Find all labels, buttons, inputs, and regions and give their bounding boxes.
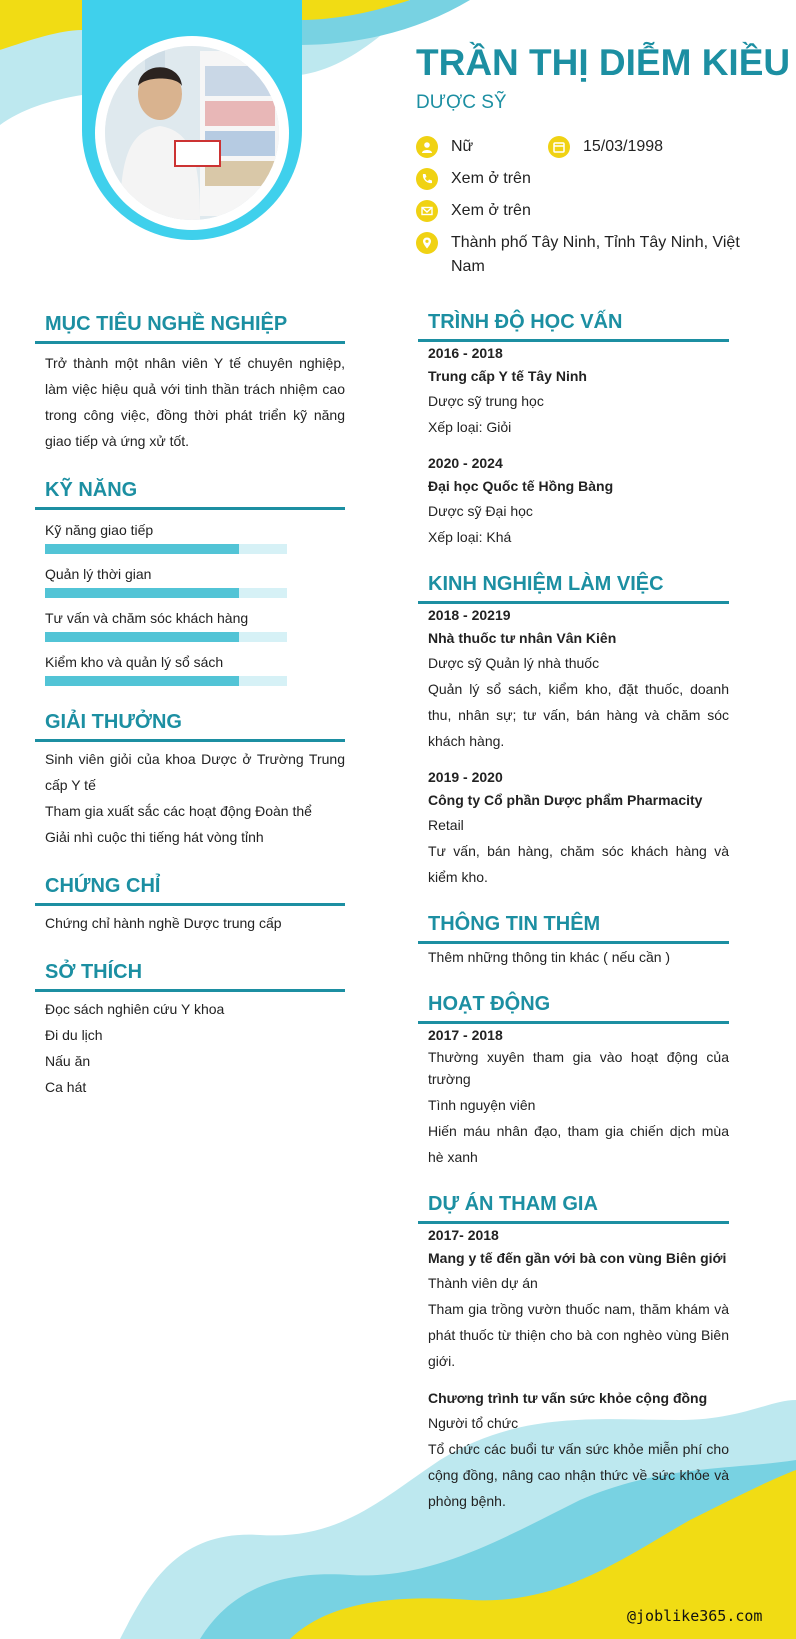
gender-row: [416, 135, 473, 159]
education-title: TRÌNH ĐỘ HỌC VẤN: [418, 308, 729, 342]
skill-bar: [45, 544, 287, 554]
certificates-section: [35, 872, 345, 936]
skill-item: [45, 562, 345, 598]
calendar-icon: [548, 136, 570, 158]
experience-date: 2019 - 2020: [428, 769, 503, 785]
skills-title: KỸ NĂNG: [35, 476, 345, 510]
phone-row: [416, 167, 531, 191]
gender-value: Nữ: [451, 138, 474, 155]
skill-bar-fill: [45, 632, 239, 642]
experience-title: KINH NGHIỆM LÀM VIỆC: [418, 570, 729, 604]
watermark: @joblike365.com: [627, 1607, 763, 1625]
user-icon: [416, 136, 438, 158]
email-icon: [416, 200, 438, 222]
project-desc: Tổ chức các buổi tư vấn sức khỏe miễn phí cho cộng đồng, nâng cao nhận thức về sức khỏe và phòng bệnh.: [428, 1441, 729, 1509]
education-grade: Xếp loại: Giỏi: [428, 419, 512, 435]
experience-date: 2018 - 20219: [428, 607, 511, 623]
projects-list: [418, 1224, 729, 1514]
skill-bar: [45, 676, 287, 686]
skills-list: [35, 518, 345, 686]
experience-company: Nhà thuốc tư nhân Vân Kiên: [428, 630, 617, 646]
award-item: Sinh viên giỏi của khoa Dược ở Trường Trung cấp Y tế: [45, 751, 345, 793]
project-name: Chương trình tư vấn sức khỏe cộng đồng: [428, 1390, 708, 1406]
activities-section: [418, 990, 729, 1170]
education-date: 2020 - 2024: [428, 455, 503, 471]
award-item: Tham gia xuất sắc các hoạt động Đoàn thể: [45, 803, 312, 819]
hobby-item: Đi du lịch: [45, 1027, 103, 1043]
skills-section: [35, 476, 345, 686]
phone-value: Xem ở trên: [451, 170, 531, 187]
experience-desc: Tư vấn, bán hàng, chăm sóc khách hàng và kiểm kho.: [428, 843, 729, 885]
experience-entry: [428, 766, 729, 890]
project-name: Mang y tế đến gần với bà con vùng Biên giới: [428, 1250, 727, 1266]
project-entry: [428, 1386, 729, 1514]
awards-list: [35, 746, 345, 850]
education-entry: [428, 342, 729, 440]
skill-label: Kiểm kho và quản lý sổ sách: [45, 654, 224, 670]
additional-section: [418, 910, 729, 970]
activity-item: Tình nguyện viên: [428, 1097, 536, 1113]
education-section: [418, 308, 729, 550]
awards-title: GIẢI THƯỞNG: [35, 708, 345, 742]
activities-list: [418, 1024, 729, 1170]
experience-list: [418, 604, 729, 890]
hobby-item: Đọc sách nghiên cứu Y khoa: [45, 1001, 225, 1017]
project-date: 2017- 2018: [428, 1227, 499, 1243]
education-date: 2016 - 2018: [428, 345, 503, 361]
projects-section: [418, 1190, 729, 1514]
education-school: Trung cấp Y tế Tây Ninh: [428, 368, 587, 384]
hobbies-section: [35, 958, 345, 1100]
address-value: [451, 231, 740, 279]
email-value: Xem ở trên: [451, 202, 531, 219]
activity-item: Hiến máu nhân đạo, tham gia chiến dịch mùa hè xanh: [428, 1123, 729, 1165]
awards-section: [35, 708, 345, 850]
skill-item: [45, 650, 345, 686]
objective-text: Trở thành một nhân viên Y tế chuyên nghiệp, làm việc hiệu quả với tinh thần trách nhiệm cao trong công việc, đồng thời phát triển kỹ năng giao tiếp và ứng xử tốt.: [45, 355, 345, 449]
skill-bar-fill: [45, 588, 239, 598]
candidate-name: TRẦN THỊ DIỄM KIỀU: [416, 42, 791, 83]
award-item: Giải nhì cuộc thi tiếng hát vòng tỉnh: [45, 829, 264, 845]
project-desc: Tham gia trồng vườn thuốc nam, thăm khám và phát thuốc từ thiện cho bà con nghèo vùng Biên giới.: [428, 1301, 729, 1369]
birthday-value: 15/03/1998: [583, 138, 664, 155]
hobbies-title: SỞ THÍCH: [35, 958, 345, 992]
education-grade: Xếp loại: Khá: [428, 529, 512, 545]
education-major: Dược sỹ trung học: [428, 393, 544, 409]
hobbies-list: [35, 996, 345, 1100]
objective-section: [35, 310, 345, 454]
experience-role: Retail: [428, 817, 464, 833]
right-column: [418, 308, 729, 1514]
activity-item: Thường xuyên tham gia vào hoạt động của trường: [428, 1049, 729, 1087]
skill-label: Tư vấn và chăm sóc khách hàng: [45, 610, 249, 626]
education-school: Đại học Quốc tế Hồng Bàng: [428, 478, 614, 494]
additional-title: THÔNG TIN THÊM: [418, 910, 729, 944]
skill-bar: [45, 588, 287, 598]
profile-photo: [105, 46, 279, 220]
project-role: Người tổ chức: [428, 1415, 519, 1431]
experience-desc: Quản lý sổ sách, kiểm kho, đặt thuốc, doanh thu, nhân sự; tư vấn, bán hàng và chăm sóc khách hàng.: [428, 681, 729, 749]
hobby-item: Nấu ăn: [45, 1053, 91, 1069]
projects-title: DỰ ÁN THAM GIA: [418, 1190, 729, 1224]
skill-bar-fill: [45, 544, 239, 554]
experience-company: Công ty Cổ phần Dược phẩm Pharmacity: [428, 792, 703, 808]
experience-entry: [428, 604, 729, 754]
left-column: [35, 310, 345, 1100]
activities-date: 2017 - 2018: [428, 1027, 503, 1043]
hobby-item: Ca hát: [45, 1079, 87, 1095]
location-pin-icon: [416, 232, 438, 254]
skill-item: [45, 518, 345, 554]
additional-text: Thêm những thông tin khác ( nếu cần ): [428, 949, 671, 965]
education-major: Dược sỹ Đại học: [428, 503, 533, 519]
certificates-title: CHỨNG CHỈ: [35, 872, 345, 906]
birthday-row: [548, 135, 663, 159]
address-row: [416, 231, 756, 279]
email-row: [416, 199, 531, 223]
job-title: DƯỢC SỸ: [416, 92, 507, 113]
project-entry: [428, 1224, 729, 1374]
activities-title: HOẠT ĐỘNG: [418, 990, 729, 1024]
education-list: [418, 342, 729, 550]
address-line-2: Nam: [451, 258, 485, 275]
project-role: Thành viên dự án: [428, 1275, 538, 1291]
objective-title: MỤC TIÊU NGHỀ NGHIỆP: [35, 310, 345, 344]
phone-icon: [416, 168, 438, 190]
experience-section: [418, 570, 729, 890]
skill-item: [45, 606, 345, 642]
certificate-item: Chứng chỉ hành nghề Dược trung cấp: [45, 915, 282, 931]
skill-label: Quản lý thời gian: [45, 566, 152, 582]
skill-bar: [45, 632, 287, 642]
skill-bar-fill: [45, 676, 239, 686]
certificates-list: [35, 910, 345, 936]
experience-role: Dược sỹ Quản lý nhà thuốc: [428, 655, 600, 671]
address-line-1: Thành phố Tây Ninh, Tỉnh Tây Ninh, Việt: [451, 234, 740, 251]
skill-label: Kỹ năng giao tiếp: [45, 522, 154, 538]
education-entry: [428, 452, 729, 550]
